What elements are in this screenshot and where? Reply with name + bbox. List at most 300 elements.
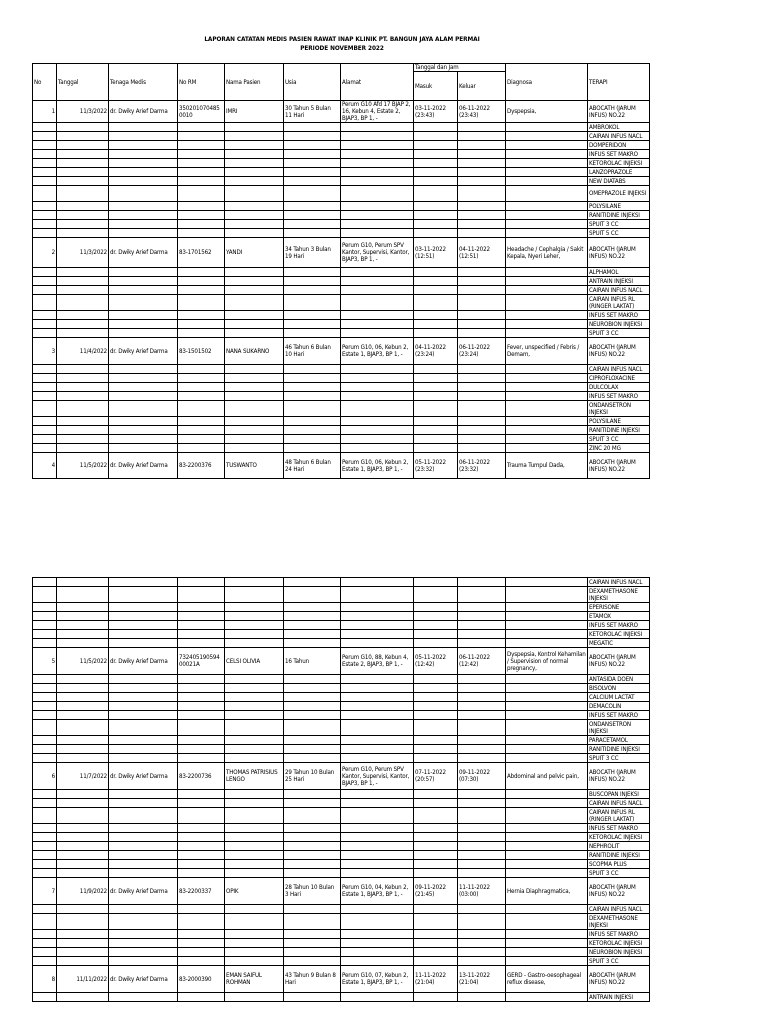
cell-tgl (57, 329, 109, 338)
therapy-row (33, 851, 650, 860)
cell-alamat (341, 930, 414, 939)
cell-diag (506, 851, 588, 860)
cell-terapi: SPUIT 5 CC (588, 229, 650, 238)
cell-masuk (414, 383, 458, 392)
cell-tenaga (109, 311, 178, 320)
cell-terapi: CALCIUM LACTAT (588, 693, 650, 702)
cell-keluar (458, 693, 506, 702)
cell-nama: NANA SUKARNO (225, 338, 284, 365)
cell-masuk (414, 150, 458, 159)
cell-nama (225, 630, 284, 639)
cell-masuk (414, 132, 458, 141)
cell-keluar (458, 401, 506, 417)
cell-no (33, 220, 57, 229)
cell-tenaga (109, 141, 178, 150)
cell-diag (506, 229, 588, 238)
cell-alamat (341, 150, 414, 159)
therapy-row (33, 621, 650, 630)
cell-tgl (57, 684, 109, 693)
cell-tenaga (109, 374, 178, 383)
cell-alamat: Perum G10, 04, Kebun 2, Estate 1, BJAP3, BP 1, - (341, 878, 414, 905)
therapy-row (33, 229, 650, 238)
cell-masuk: 11-11-2022 (21:04) (414, 966, 458, 993)
cell-keluar (458, 790, 506, 799)
cell-tenaga: dr. Dwiky Arief Darma (109, 648, 178, 675)
cell-nama (225, 808, 284, 824)
cell-terapi: RANITIDINE INJEKSI (588, 211, 650, 220)
cell-keluar (458, 720, 506, 736)
cell-nama (225, 150, 284, 159)
cell-nama (225, 417, 284, 426)
cell-tenaga: dr. Dwiky Arief Darma (109, 101, 178, 123)
cell-masuk (414, 711, 458, 720)
cell-tenaga (109, 630, 178, 639)
cell-terapi: ALPHAMOL (588, 268, 650, 277)
cell-alamat (341, 578, 414, 587)
cell-keluar: 13-11-2022 (21:04) (458, 966, 506, 993)
cell-diag (506, 842, 588, 851)
cell-nama (225, 639, 284, 648)
cell-masuk (414, 736, 458, 745)
cell-diag (506, 639, 588, 648)
cell-tgl (57, 417, 109, 426)
cell-nama (225, 168, 284, 177)
cell-alamat (341, 851, 414, 860)
cell-terapi: DOMPERIDON (588, 141, 650, 150)
cell-terapi: CAIRAN INFUS NACL (588, 365, 650, 374)
cell-terapi: CAIRAN INFUS NACL (588, 799, 650, 808)
cell-masuk: 03-11-2022 (12:51) (414, 238, 458, 268)
therapy-row (33, 675, 650, 684)
cell-keluar (458, 939, 506, 948)
cell-no (33, 277, 57, 286)
cell-terapi: INFUS SET MAKRO (588, 150, 650, 159)
cell-alamat (341, 320, 414, 329)
cell-keluar (458, 150, 506, 159)
cell-masuk (414, 123, 458, 132)
cell-tgl (57, 132, 109, 141)
cell-alamat (341, 268, 414, 277)
cell-tgl (57, 745, 109, 754)
cell-alamat (341, 702, 414, 711)
cell-alamat (341, 426, 414, 435)
cell-norm (178, 587, 225, 603)
header-keluar: Keluar (458, 72, 506, 101)
cell-tgl (57, 621, 109, 630)
cell-no (33, 374, 57, 383)
cell-alamat (341, 159, 414, 168)
cell-tgl (57, 401, 109, 417)
cell-keluar (458, 159, 506, 168)
therapy-row (33, 754, 650, 763)
cell-keluar (458, 186, 506, 202)
cell-no: 8 (33, 966, 57, 993)
cell-alamat: Perum G10, 06, Kebun 2, Estate 1, BJAP3, BP 1, - (341, 453, 414, 479)
therapy-row (33, 426, 650, 435)
cell-masuk (414, 684, 458, 693)
cell-diag: Trauma Tumpul Dada, (506, 453, 588, 479)
cell-no (33, 939, 57, 948)
cell-alamat (341, 790, 414, 799)
cell-masuk (414, 860, 458, 869)
cell-terapi: CAIRAN INFUS RL (RINGER LAKTAT) (588, 808, 650, 824)
cell-masuk (414, 202, 458, 211)
cell-masuk (414, 141, 458, 150)
cell-tgl (57, 286, 109, 295)
cell-terapi: POLYSILANE (588, 417, 650, 426)
cell-terapi: CAIRAN INFUS RL (RINGER LAKTAT) (588, 295, 650, 311)
therapy-row (33, 808, 650, 824)
cell-tenaga (109, 612, 178, 621)
cell-terapi: KETOROLAC INJEKSI (588, 939, 650, 948)
cell-nama (225, 869, 284, 878)
cell-alamat (341, 711, 414, 720)
cell-alamat (341, 202, 414, 211)
cell-terapi: SPUIT 3 CC (588, 329, 650, 338)
therapy-row (33, 914, 650, 930)
cell-diag (506, 702, 588, 711)
cell-usia (284, 320, 341, 329)
cell-tenaga (109, 745, 178, 754)
cell-terapi: ABOCATH (JARUM INFUS) NO.22 (588, 878, 650, 905)
cell-tenaga (109, 851, 178, 860)
cell-alamat (341, 630, 414, 639)
cell-nama (225, 824, 284, 833)
cell-usia (284, 578, 341, 587)
cell-usia (284, 374, 341, 383)
patient-row (33, 966, 650, 993)
cell-terapi: OMEPRAZOLE INJEKSI (588, 186, 650, 202)
cell-norm (178, 383, 225, 392)
cell-terapi: DEXAMETHASONE INJEKSI (588, 587, 650, 603)
cell-tgl (57, 720, 109, 736)
cell-masuk (414, 268, 458, 277)
cell-no (33, 905, 57, 914)
cell-nama: OPIK (225, 878, 284, 905)
cell-diag (506, 320, 588, 329)
therapy-row (33, 295, 650, 311)
medical-record-table-page-2 (32, 577, 650, 1002)
cell-no: 7 (33, 878, 57, 905)
cell-terapi: ABOCATH (JARUM INFUS) NO.22 (588, 763, 650, 790)
therapy-row (33, 159, 650, 168)
cell-nama (225, 745, 284, 754)
patient-row (33, 338, 650, 365)
cell-alamat (341, 612, 414, 621)
cell-norm (178, 702, 225, 711)
cell-diag (506, 141, 588, 150)
cell-masuk (414, 311, 458, 320)
cell-masuk (414, 639, 458, 648)
cell-alamat (341, 186, 414, 202)
cell-keluar (458, 612, 506, 621)
cell-tenaga: dr. Dwiky Arief Darma (109, 966, 178, 993)
cell-usia (284, 177, 341, 186)
header-masuk: Masuk (414, 72, 458, 101)
cell-keluar (458, 702, 506, 711)
cell-keluar: 06-11-2022 (23:43) (458, 101, 506, 123)
cell-alamat (341, 754, 414, 763)
cell-no (33, 824, 57, 833)
cell-tgl (57, 993, 109, 1002)
cell-terapi: SPUIT 3 CC (588, 754, 650, 763)
cell-tenaga (109, 869, 178, 878)
cell-tgl (57, 957, 109, 966)
cell-diag (506, 220, 588, 229)
cell-norm (178, 401, 225, 417)
cell-tenaga (109, 444, 178, 453)
cell-masuk (414, 159, 458, 168)
cell-diag (506, 132, 588, 141)
cell-terapi: INFUS SET MAKRO (588, 621, 650, 630)
cell-terapi: ONDANSETRON INJEKSI (588, 720, 650, 736)
cell-no (33, 808, 57, 824)
cell-alamat (341, 939, 414, 948)
cell-alamat (341, 799, 414, 808)
cell-masuk (414, 295, 458, 311)
cell-norm (178, 320, 225, 329)
cell-diag (506, 790, 588, 799)
cell-norm (178, 711, 225, 720)
cell-tgl (57, 736, 109, 745)
cell-alamat (341, 132, 414, 141)
cell-masuk (414, 587, 458, 603)
cell-alamat (341, 229, 414, 238)
therapy-row (33, 311, 650, 320)
cell-terapi: ABOCATH (JARUM INFUS) NO.22 (588, 238, 650, 268)
cell-no (33, 702, 57, 711)
therapy-row (33, 578, 650, 587)
cell-no (33, 851, 57, 860)
cell-nama (225, 365, 284, 374)
cell-alamat (341, 824, 414, 833)
cell-usia (284, 939, 341, 948)
medical-record-table-page-1 (32, 63, 650, 479)
cell-keluar (458, 141, 506, 150)
cell-no (33, 799, 57, 808)
cell-norm (178, 435, 225, 444)
cell-terapi: MEGATIC (588, 639, 650, 648)
cell-norm (178, 150, 225, 159)
cell-nama (225, 993, 284, 1002)
cell-alamat (341, 295, 414, 311)
cell-usia (284, 957, 341, 966)
cell-diag (506, 159, 588, 168)
cell-diag: Hernia Diaphragmatica, (506, 878, 588, 905)
cell-nama (225, 702, 284, 711)
patient-row (33, 763, 650, 790)
cell-norm (178, 630, 225, 639)
cell-nama (225, 426, 284, 435)
cell-terapi: DULCOLAX (588, 383, 650, 392)
header-terapi: TERAPI (588, 64, 650, 101)
cell-norm (178, 417, 225, 426)
cell-nama (225, 860, 284, 869)
header-no: No (33, 64, 57, 101)
cell-nama (225, 177, 284, 186)
cell-keluar (458, 320, 506, 329)
header-nama-pasien: Nama Pasien (225, 64, 284, 101)
cell-keluar: 04-11-2022 (12:51) (458, 238, 506, 268)
therapy-row (33, 202, 650, 211)
patient-row (33, 648, 650, 675)
cell-norm (178, 132, 225, 141)
cell-no (33, 930, 57, 939)
cell-diag (506, 286, 588, 295)
cell-alamat (341, 177, 414, 186)
cell-diag (506, 268, 588, 277)
cell-masuk (414, 286, 458, 295)
therapy-row (33, 435, 650, 444)
cell-tgl (57, 311, 109, 320)
therapy-row (33, 639, 650, 648)
cell-nama (225, 229, 284, 238)
cell-usia (284, 790, 341, 799)
cell-nama (225, 401, 284, 417)
cell-alamat: Perum G10, Perum SPV Kantor, Supervisi, Kantor, BJAP3, BP 1, - (341, 763, 414, 790)
cell-masuk (414, 808, 458, 824)
cell-tenaga (109, 329, 178, 338)
cell-diag (506, 930, 588, 939)
cell-usia: 43 Tahun 9 Bulan 8 Hari (284, 966, 341, 993)
cell-tgl (57, 186, 109, 202)
cell-no (33, 630, 57, 639)
cell-tgl (57, 435, 109, 444)
cell-no (33, 578, 57, 587)
header-alamat: Alamat (341, 64, 414, 101)
cell-nama (225, 286, 284, 295)
cell-norm (178, 939, 225, 948)
cell-norm (178, 869, 225, 878)
cell-tenaga (109, 824, 178, 833)
cell-masuk (414, 329, 458, 338)
cell-norm (178, 736, 225, 745)
cell-norm (178, 426, 225, 435)
cell-masuk (414, 939, 458, 948)
cell-terapi: KETOROLAC INJEKSI (588, 833, 650, 842)
cell-no (33, 401, 57, 417)
cell-diag (506, 311, 588, 320)
cell-tgl (57, 914, 109, 930)
cell-terapi: SPUIT 3 CC (588, 957, 650, 966)
cell-alamat (341, 842, 414, 851)
cell-no (33, 141, 57, 150)
therapy-row (33, 123, 650, 132)
cell-diag (506, 435, 588, 444)
cell-usia: 46 Tahun 6 Bulan 10 Hari (284, 338, 341, 365)
cell-terapi: INFUS SET MAKRO (588, 392, 650, 401)
cell-diag: Abdominal and pelvic pain, (506, 763, 588, 790)
cell-tgl (57, 603, 109, 612)
cell-usia (284, 948, 341, 957)
cell-tgl (57, 578, 109, 587)
therapy-row (33, 630, 650, 639)
cell-no (33, 603, 57, 612)
cell-usia (284, 444, 341, 453)
cell-usia (284, 684, 341, 693)
cell-diag (506, 711, 588, 720)
cell-no (33, 842, 57, 851)
cell-tenaga (109, 177, 178, 186)
cell-usia (284, 914, 341, 930)
cell-tgl (57, 383, 109, 392)
cell-tenaga (109, 842, 178, 851)
cell-diag (506, 860, 588, 869)
cell-norm (178, 220, 225, 229)
cell-no (33, 435, 57, 444)
cell-tgl (57, 277, 109, 286)
header-usia: Usia (284, 64, 341, 101)
cell-terapi: LANZOPRAZOLE (588, 168, 650, 177)
cell-alamat (341, 435, 414, 444)
cell-keluar (458, 993, 506, 1002)
cell-masuk (414, 211, 458, 220)
cell-diag (506, 833, 588, 842)
cell-keluar (458, 123, 506, 132)
cell-tgl: 11/5/2022 (57, 648, 109, 675)
cell-norm (178, 851, 225, 860)
cell-diag (506, 401, 588, 417)
cell-tenaga (109, 833, 178, 842)
cell-no (33, 123, 57, 132)
cell-tgl (57, 639, 109, 648)
cell-tgl (57, 675, 109, 684)
cell-norm (178, 277, 225, 286)
cell-usia: 30 Tahun 5 Bulan 11 Hari (284, 101, 341, 123)
cell-alamat (341, 693, 414, 702)
cell-usia (284, 295, 341, 311)
cell-tgl: 11/5/2022 (57, 453, 109, 479)
cell-tgl (57, 392, 109, 401)
cell-tgl (57, 150, 109, 159)
cell-usia (284, 123, 341, 132)
therapy-row (33, 150, 650, 159)
cell-terapi: INFUS SET MAKRO (588, 711, 650, 720)
cell-terapi: SPUIT 3 CC (588, 869, 650, 878)
therapy-row (33, 824, 650, 833)
cell-keluar (458, 930, 506, 939)
cell-diag: Fever, unspecified / Febris / Demam, (506, 338, 588, 365)
cell-no (33, 329, 57, 338)
cell-tenaga (109, 123, 178, 132)
cell-usia (284, 211, 341, 220)
cell-norm: 83-1501502 (178, 338, 225, 365)
report-period: PERIODE NOVEMBER 2022 (300, 44, 384, 52)
cell-keluar (458, 220, 506, 229)
cell-usia (284, 693, 341, 702)
cell-norm (178, 612, 225, 621)
cell-norm (178, 374, 225, 383)
cell-terapi: ONDANSETRON INJEKSI (588, 401, 650, 417)
cell-norm (178, 168, 225, 177)
cell-tgl (57, 320, 109, 329)
cell-usia (284, 426, 341, 435)
cell-alamat (341, 914, 414, 930)
cell-tgl (57, 295, 109, 311)
cell-alamat (341, 993, 414, 1002)
cell-nama: TUSWANTO (225, 453, 284, 479)
cell-usia (284, 329, 341, 338)
cell-terapi: SCOPMA PLUS (588, 860, 650, 869)
cell-alamat (341, 603, 414, 612)
cell-norm: 732405190594 00021A (178, 648, 225, 675)
cell-masuk (414, 833, 458, 842)
cell-norm (178, 123, 225, 132)
cell-tenaga: dr. Dwiky Arief Darma (109, 763, 178, 790)
cell-nama (225, 621, 284, 630)
cell-masuk (414, 365, 458, 374)
cell-tenaga (109, 392, 178, 401)
